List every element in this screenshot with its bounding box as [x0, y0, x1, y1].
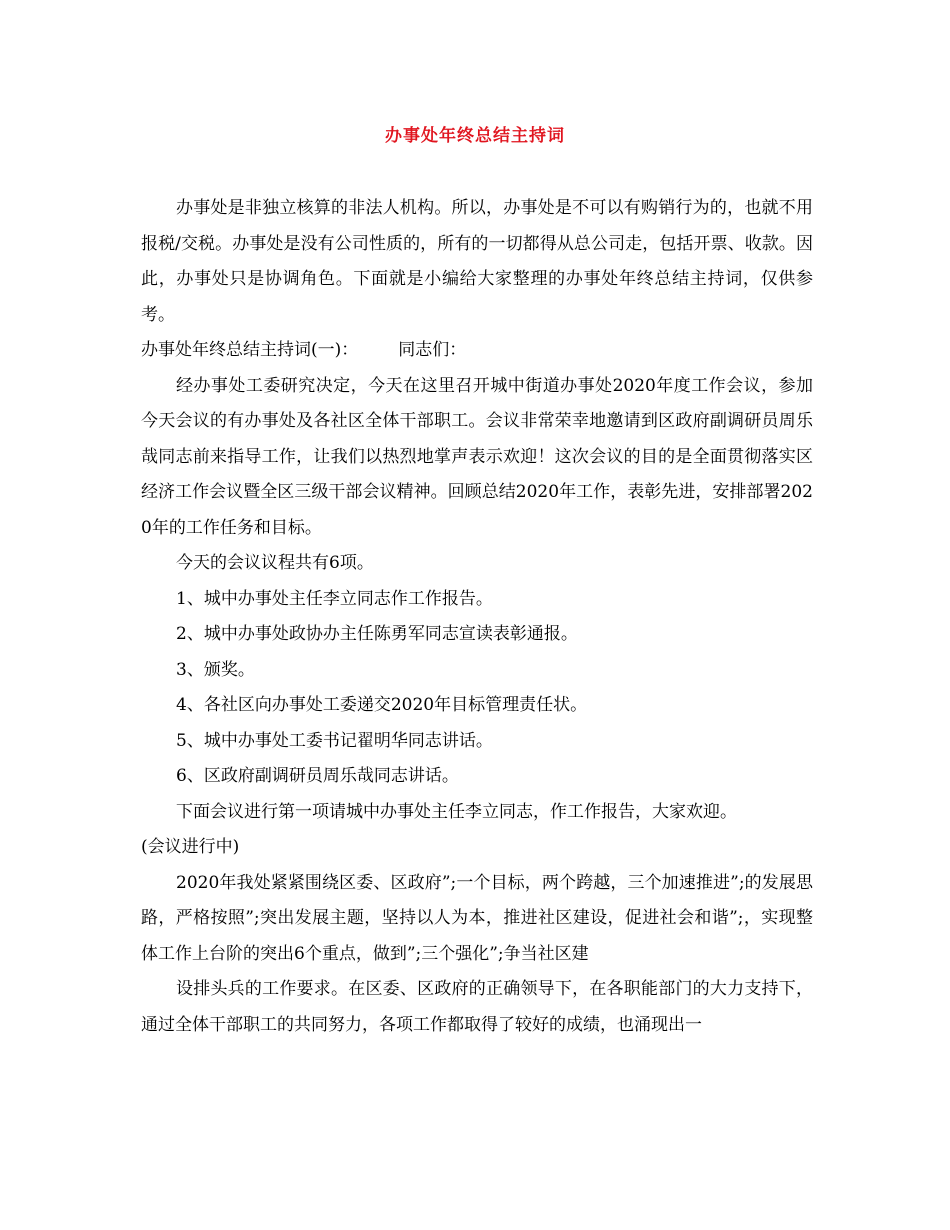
intro-paragraph: 办事处是非独立核算的非法人机构。所以，办事处是不可以有购销行为的，也就不用报税/交税。办事处是没有公司性质的，所有的一切都得从总公司走，包括开票、收款。因此，办事处只是协调角色。下面就是小编给大家整理的办事处年终总结主持词，仅供参考。 — [141, 198, 813, 325]
first-item-paragraph: 下面会议进行第一项请城中办事处主任李立同志，作工作报告，大家欢迎。 — [176, 801, 737, 822]
agenda-item: 1、城中办事处主任李立同志作工作报告。 — [176, 588, 493, 609]
agenda-item: 3、颁奖。 — [176, 659, 255, 680]
agenda-item: 5、城中办事处工委书记翟明华同志讲话。 — [176, 730, 493, 751]
agenda-item: 6、区政府副调研员周乐哉同志讲话。 — [176, 766, 459, 786]
agenda-item: 4、各社区向办事处工委递交2020年目标管理责任状。 — [176, 695, 588, 715]
section-heading: 办事处年终总结主持词(一)： — [141, 340, 359, 360]
agenda-item: 2、城中办事处政协办主任陈勇军同志宣读表彰通报。 — [176, 624, 578, 644]
in-progress-note: (会议进行中) — [141, 837, 240, 857]
document-title: 办事处年终总结主持词 — [385, 126, 565, 146]
document-body — [141, 191, 813, 1043]
summary-paragraph-2: 设排头兵的工作要求。在区委、区政府的正确领导下，在各职能部门的大力支持下，通过全体干部职工的共同努力，各项工作都取得了较好的成绩，也涌现出一 — [141, 979, 813, 1035]
greeting: 同志们： — [398, 340, 467, 360]
decision-paragraph: 经办事处工委研究决定，今天在这里召开城中街道办事处2020年度工作会议，参加今天会议的有办事处及各社区全体干部职工。会议非常荣幸地邀请到区政府副调研员周乐哉同志前来指导工作，让我们以热烈地掌声表示欢迎！这次会议的目的是全面贯彻落实区经济工作会议暨全区三级干部会议精神。回顾总结2020年工作，表彰先进，安排部署2020年的工作任务和目标。 — [141, 375, 813, 538]
agenda-intro: 今天的会议议程共有6项。 — [176, 553, 374, 573]
section-heading-line — [141, 333, 813, 369]
summary-paragraph-1: 2020年我处紧紧围绕区委、区政府”;一个目标，两个跨越，三个加速推进”;的发展思路，严格按照”;突出发展主题，坚持以人为本，推进社区建设，促进社会和谐”;，实现整体工作上台阶的突出6个重点，做到”;三个强化”;争当社区建 — [141, 872, 813, 964]
